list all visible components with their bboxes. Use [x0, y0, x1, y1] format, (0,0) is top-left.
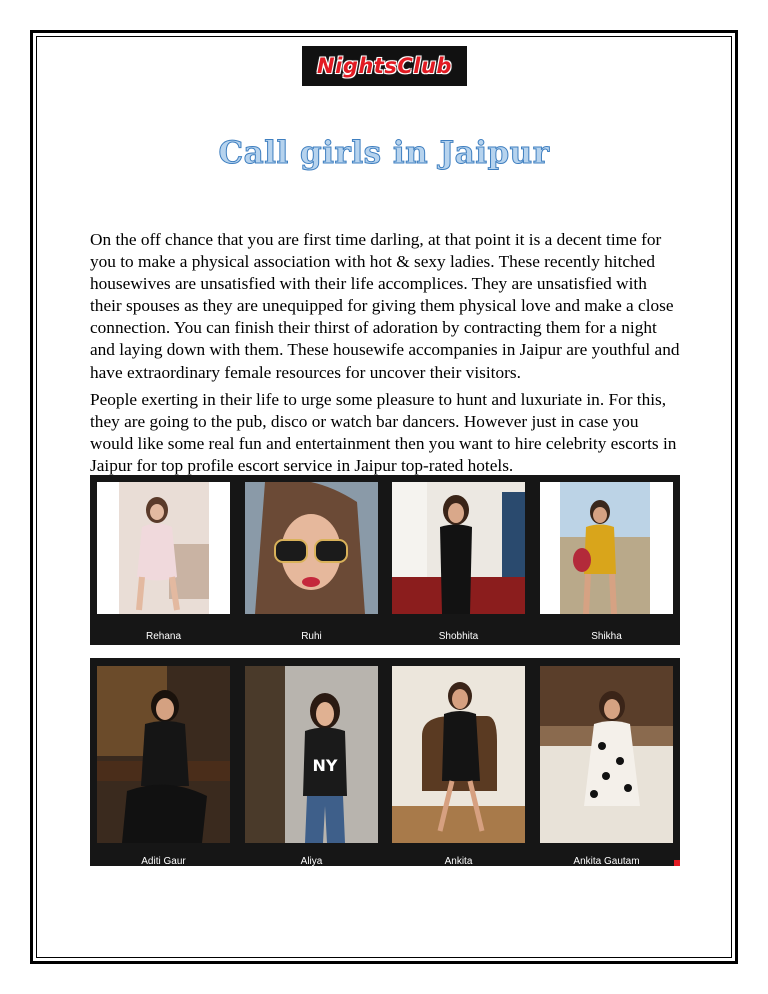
- nightsclub-logo[interactable]: [302, 46, 467, 86]
- corner-mark: [674, 860, 680, 866]
- profile-name: Ankita: [444, 856, 473, 867]
- svg-text:NY: NY: [312, 756, 338, 775]
- profile-name: Rehana: [145, 631, 182, 642]
- profile-name: Aditi Gaur: [141, 856, 186, 867]
- profile-name: Shobhita: [438, 631, 479, 642]
- profile-photo[interactable]: [97, 666, 230, 843]
- profile-photo[interactable]: [245, 666, 378, 843]
- profile-name: Aliya: [300, 856, 323, 867]
- paragraph-2: People exerting in their life to urge some pleasure to hunt and luxuriate in. For this, they are going to the pub, disco or watch bar dancers. However just in case you would like some real fun and entertainment then you want to hire celebrity escorts in Jaipur for top profile escort service in Jaipur top-rated hotels.: [90, 390, 677, 476]
- profile-photo[interactable]: [392, 666, 525, 843]
- profile-photo[interactable]: [245, 482, 378, 614]
- logo-text: NightsClub: [317, 54, 452, 78]
- profile-name: Ankita Gautam: [573, 856, 640, 867]
- profile-gallery-row-1: [90, 475, 680, 645]
- profile-photo[interactable]: [97, 482, 230, 614]
- profile-gallery-row-2: [90, 658, 680, 866]
- profile-name: Ruhi: [301, 631, 322, 642]
- page-title: Call girls in Jaipur: [218, 135, 550, 171]
- profile-photo[interactable]: [540, 666, 673, 843]
- profile-photo[interactable]: [392, 482, 525, 614]
- paragraph-1: On the off chance that you are first time darling, at that point it is a decent time for you to make a physical association with hot & sexy ladies. These recently hitched housewives are unsatisfied with their life accomplices. They are unsatisfied with their spouses as they are unequipped for giving them physical love and make a close connection. You can finish their thirst of adoration by contracting them for a night and laying down with them. These housewife accompanies in Jaipur are youthful and have extraordinary female resources for uncover their visitors.: [90, 230, 680, 382]
- profile-name: Shikha: [591, 631, 622, 642]
- profile-photo[interactable]: [540, 482, 673, 614]
